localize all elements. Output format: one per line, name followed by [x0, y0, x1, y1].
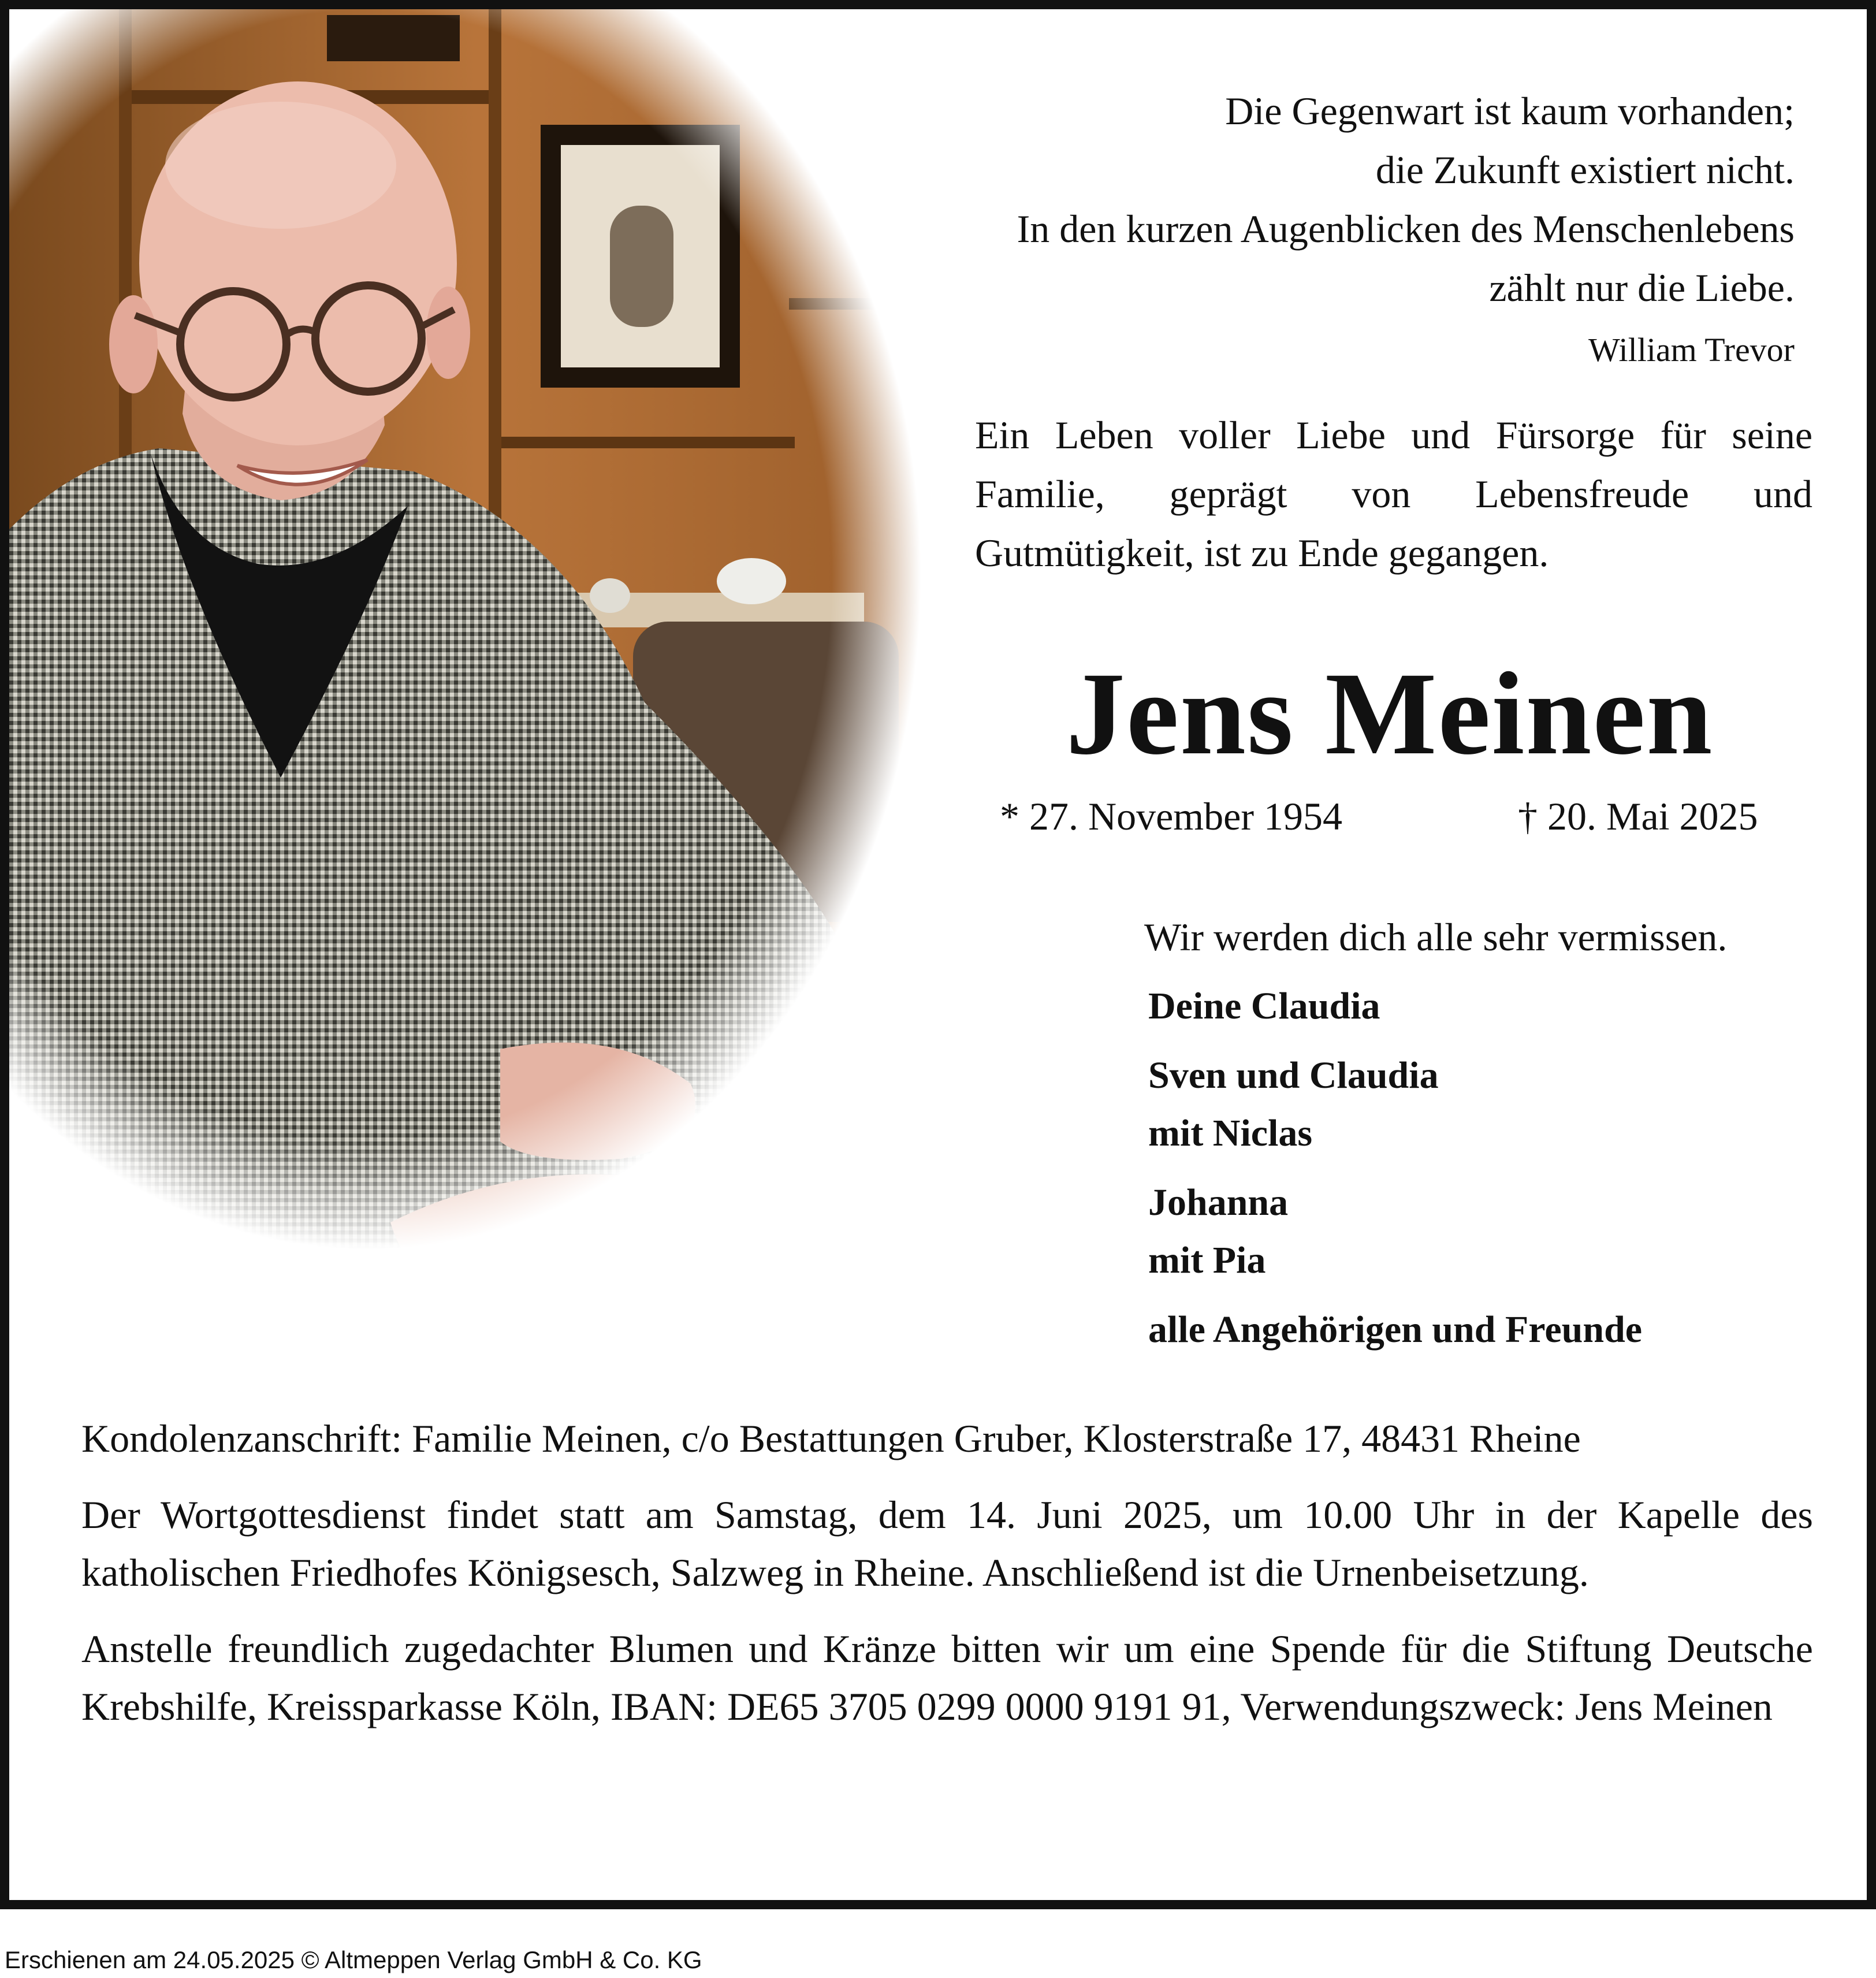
mourner-group: [1148, 1174, 1642, 1289]
mourner-name: mit Pia: [1148, 1239, 1266, 1281]
mourner-group: [1148, 1047, 1642, 1162]
quote-line: zählt nur die Liebe.: [1489, 266, 1795, 310]
deceased-name: Jens Meinen: [1066, 648, 1714, 779]
mourner-name: Johanna: [1148, 1181, 1289, 1224]
mourner-name: Deine Claudia: [1148, 985, 1380, 1027]
portrait-photo: [9, 9, 945, 1344]
donation-request: Anstelle freundlich zugedachter Blumen und Kränze bitten wir um eine Spende für die Stiftung Deutsche Krebshilfe, Kreissparkasse Köln, IBAN: DE65 3705 0299 0000 9191 91, Verwendungszweck: Jens Meinen: [81, 1627, 1813, 1728]
publication-footer: Erschienen am 24.05.2025 © Altmeppen Verlag GmbH & Co. KG: [5, 1946, 702, 1973]
farewell-text: Wir werden dich alle sehr vermissen.: [1144, 915, 1728, 959]
quote-line: die Zukunft existiert nicht.: [1375, 148, 1795, 192]
mourner-name: mit Niclas: [1148, 1112, 1313, 1154]
quote-line: In den kurzen Augenblicken des Menschenlebens: [1017, 207, 1795, 251]
intro-text: Ein Leben voller Liebe und Fürsorge für seine Familie, geprägt von Lebensfreude und Gutmütigkeit, ist zu Ende gegangen.: [975, 413, 1812, 575]
mourner-name: alle Angehörigen und Freunde: [1148, 1308, 1643, 1351]
mourner-group: [1148, 977, 1642, 1035]
notice-details: [81, 1410, 1813, 1754]
mourner-group: [1148, 1301, 1642, 1359]
birth-date: * 27. November 1954: [1000, 794, 1343, 838]
quote-line: Die Gegenwart ist kaum vorhanden;: [1225, 89, 1795, 133]
death-date: † 20. Mai 2025: [1518, 794, 1758, 838]
mourners-list: [1148, 977, 1642, 1370]
mourner-name: Sven und Claudia: [1148, 1054, 1439, 1096]
epigraph-quote: [813, 81, 1795, 380]
condolence-address: Kondolenzanschrift: Familie Meinen, c/o Bestattungen Gruber, Klosterstraße 17, 48431 Rheine: [81, 1416, 1581, 1460]
service-info: Der Wortgottesdienst findet statt am Samstag, dem 14. Juni 2025, um 10.00 Uhr in der Kapelle des katholischen Friedhofes Königsesch, Salzweg in Rheine. Anschließend ist die Urnenbeisetzung.: [81, 1493, 1813, 1594]
quote-author: William Trevor: [1588, 331, 1795, 369]
